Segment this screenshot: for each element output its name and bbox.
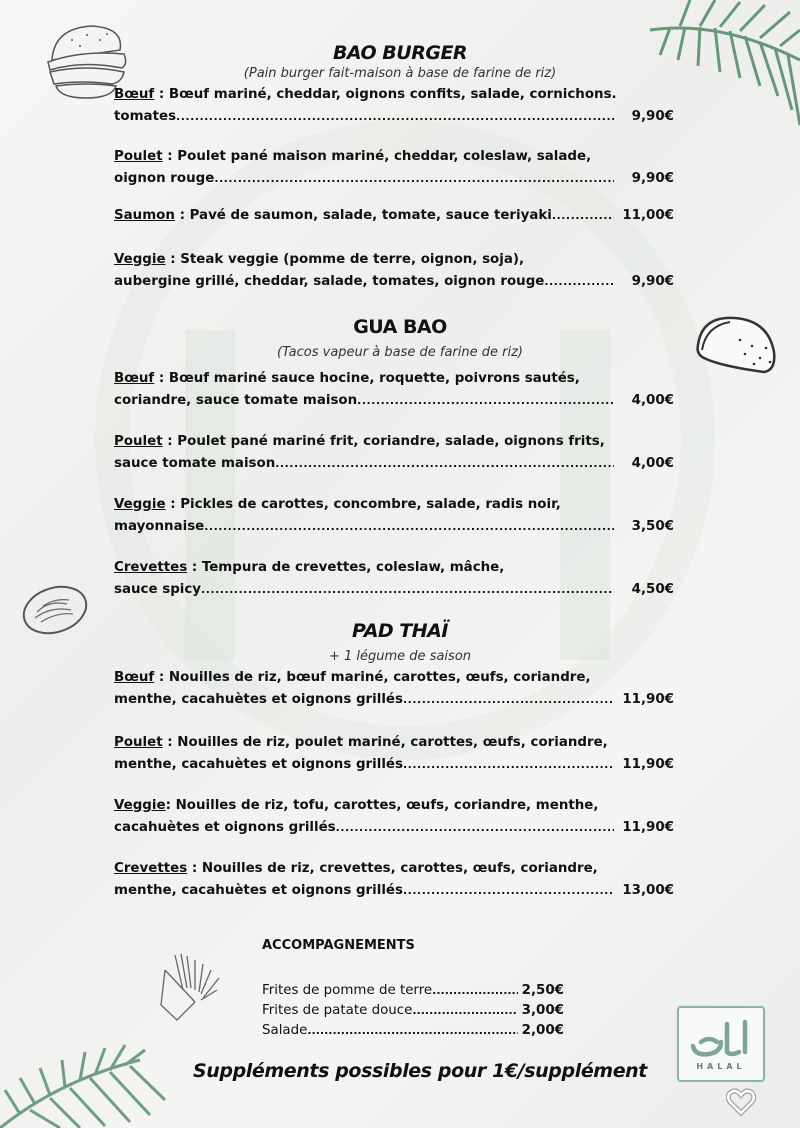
section-title-pad-thai: PAD THAÏ [352, 620, 448, 642]
item-description: : Nouilles de riz, tofu, carottes, œufs, coriandre, menthe, [165, 798, 599, 813]
halal-label: HALAL [696, 1062, 746, 1071]
dot-leader [214, 168, 614, 190]
side-item [262, 1001, 564, 1021]
fries-illustration-icon [155, 950, 225, 1025]
item-name: Poulet [114, 735, 163, 750]
dot-leader [403, 880, 614, 902]
item-price: 3,50€ [631, 519, 674, 534]
menu-item [114, 146, 674, 190]
dot-leader [176, 106, 614, 128]
dot-leader [544, 271, 614, 293]
item-description: : Nouilles de riz, crevettes, carottes, œufs, coriandre, [187, 861, 598, 876]
item-name: Poulet [114, 149, 163, 164]
halal-badge-icon [677, 1006, 765, 1082]
item-description: : Tempura de crevettes, coleslaw, mâche, [187, 560, 505, 575]
menu-item [114, 84, 674, 128]
dot-leader [307, 1021, 517, 1041]
item-description: menthe, cacahuètes et oignons grillés [114, 692, 403, 707]
item-description: : Pickles de carottes, concombre, salade, radis noir, [165, 497, 561, 512]
item-name: Crevettes [114, 560, 188, 575]
side-item-label: Frites de pomme de terre [262, 983, 433, 998]
item-name: Bœuf [114, 670, 155, 685]
supplements-note: Suppléments possibles pour 1€/supplément [192, 1060, 647, 1082]
menu-item [114, 368, 674, 412]
item-description: sauce tomate maison [114, 456, 276, 471]
item-price: 11,00€ [622, 208, 674, 223]
dot-leader [552, 205, 614, 227]
dot-leader [432, 981, 517, 1001]
item-name: Bœuf [114, 87, 155, 102]
dot-leader [357, 390, 614, 412]
dot-leader [403, 689, 614, 711]
menu-item [114, 732, 674, 776]
item-description: : Steak veggie (pomme de terre, oignon, soja), [165, 252, 525, 267]
side-item-label: Frites de patate douce [262, 1003, 413, 1018]
section-subtitle: + 1 légume de saison [328, 649, 472, 664]
section-subtitle: (Pain burger fait-maison à base de farine de riz) [243, 66, 557, 81]
menu-item [114, 494, 674, 538]
item-description: cacahuètes et oignons grillés [114, 820, 336, 835]
dot-leader [275, 453, 614, 475]
item-description: aubergine grillé, cheddar, salade, tomates, oignon rouge [114, 274, 545, 289]
menu-item [114, 431, 674, 475]
item-description: menthe, cacahuètes et oignons grillés [114, 757, 403, 772]
section-title-bao-burger: BAO BURGER [332, 42, 468, 64]
dot-leader [201, 579, 614, 601]
item-price: 9,90€ [631, 109, 674, 124]
side-item-price: 2,00€ [521, 1023, 564, 1038]
item-description: : Bœuf mariné sauce hocine, roquette, poivrons sautés, [154, 371, 580, 386]
item-name: Poulet [114, 434, 163, 449]
side-item-label: Salade [262, 1023, 308, 1038]
item-description: menthe, cacahuètes et oignons grillés [114, 883, 403, 898]
dot-leader [204, 516, 614, 538]
item-description: coriandre, sauce tomate maison [114, 393, 358, 408]
item-description: : Poulet pané mariné frit, coriandre, salade, oignons frits, [162, 434, 605, 449]
section-subtitle: (Tacos vapeur à base de farine de riz) [277, 345, 523, 360]
menu-item [114, 249, 674, 293]
accompagnements-title: ACCOMPAGNEMENTS [262, 938, 415, 953]
item-name: Saumon [114, 208, 175, 223]
item-price: 11,90€ [622, 757, 674, 772]
menu-item [114, 795, 674, 839]
item-price: 4,00€ [631, 393, 674, 408]
menu-item [114, 667, 674, 711]
side-item [262, 981, 564, 1001]
heart-icon[interactable] [726, 1088, 756, 1116]
item-price: 9,90€ [631, 274, 674, 289]
item-name: Veggie [114, 252, 166, 267]
item-price: 11,90€ [622, 820, 674, 835]
section-title-gua-bao: GUA BAO [353, 316, 447, 338]
item-description: mayonnaise [114, 519, 205, 534]
item-description: : Pavé de saumon, salade, tomate, sauce teriyaki [174, 208, 552, 223]
side-item-price: 2,50€ [521, 983, 564, 998]
dot-leader [412, 1001, 517, 1021]
item-description: oignon rouge [114, 171, 215, 186]
item-price: 11,90€ [622, 692, 674, 707]
item-price: 4,00€ [631, 456, 674, 471]
item-description: : Nouilles de riz, bœuf mariné, carottes, œufs, coriandre, [154, 670, 591, 685]
side-item-price: 3,00€ [521, 1003, 564, 1018]
dot-leader [403, 754, 614, 776]
item-name: Bœuf [114, 371, 155, 386]
item-name: Crevettes [114, 861, 188, 876]
arabic-halal-glyph-icon [687, 1016, 757, 1060]
item-description: : Bœuf mariné, cheddar, oignons confits, salade, cornichons. [154, 87, 617, 102]
item-name: Veggie [114, 798, 166, 813]
item-description: : Poulet pané maison mariné, cheddar, coleslaw, salade, [162, 149, 592, 164]
item-price: 9,90€ [631, 171, 674, 186]
item-description: : Nouilles de riz, poulet mariné, carottes, œufs, coriandre, [162, 735, 608, 750]
item-price: 4,50€ [631, 582, 674, 597]
item-description: sauce spicy [114, 582, 202, 597]
dot-leader [336, 817, 614, 839]
menu-item [114, 858, 674, 902]
side-item [262, 1021, 564, 1041]
item-description: tomates [114, 109, 177, 124]
item-name: Veggie [114, 497, 166, 512]
menu-item [114, 205, 674, 227]
item-price: 13,00€ [622, 883, 674, 898]
menu-item [114, 557, 674, 601]
